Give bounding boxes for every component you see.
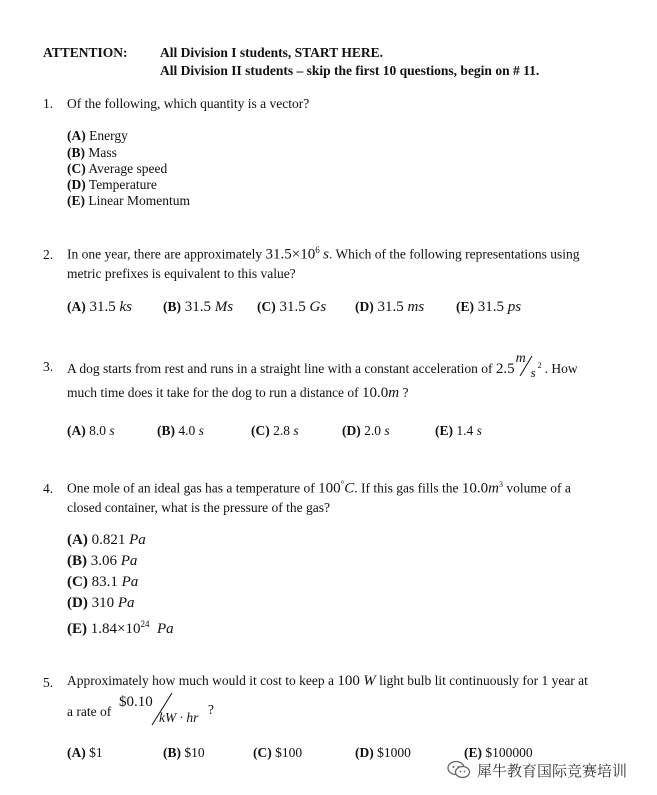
option-e[interactable]: (E) $100000	[464, 745, 533, 760]
option-c[interactable]: (C) $100	[253, 745, 303, 760]
option-e[interactable]: (E) 1.4 s	[435, 423, 482, 438]
question-text: Of the following, which quantity is a vector?	[67, 96, 310, 111]
option-a[interactable]: (A) 0.821 Pa	[67, 532, 146, 548]
option-d[interactable]: (D) $1000	[355, 745, 411, 760]
acceleration-fraction: m s 2	[515, 351, 542, 380]
option-b[interactable]: (B) 4.0 s	[157, 423, 204, 438]
question-number: 1.	[43, 96, 54, 111]
option-e[interactable]: (E) 31.5 ps	[456, 299, 522, 315]
question-text-cont: closed container, what is the pressure of the gas?	[67, 500, 330, 515]
option-a[interactable]: (A) $1	[67, 745, 103, 760]
question-number: 4.	[43, 481, 54, 496]
option-d[interactable]: (D) 31.5 ms	[355, 299, 425, 315]
option-e[interactable]: (E) $1.84\times 10^{24}$ Pa	[67, 619, 174, 637]
option-e[interactable]: (E) Linear Momentum	[67, 193, 190, 208]
wechat-icon	[447, 760, 471, 780]
attention-label: ATTENTION:	[43, 45, 128, 60]
question-text: In one year, there are approximately $31.5\times 10^6$ s. Which of the following representations using	[67, 245, 580, 263]
option-c[interactable]: (C) 2.8 s	[251, 423, 299, 438]
question-text: Approximately how much would it cost to keep a 100 W light bulb lit continuously for 1 year at	[67, 673, 588, 689]
option-c[interactable]: (C) 31.5 Gs	[257, 299, 327, 315]
option-d[interactable]: (D) Temperature	[67, 177, 157, 192]
option-c[interactable]: (C) 83.1 Pa	[67, 574, 139, 590]
question-text-cont: much time does it take for the dog to run a distance of 10.0m ?	[67, 385, 409, 401]
watermark	[447, 757, 647, 783]
question-text-cont: metric prefixes is equivalent to this value?	[67, 266, 296, 281]
question-number: 2.	[43, 247, 54, 262]
header-line-2: All Division II students – skip the first 10 questions, begin on # 11.	[160, 63, 540, 78]
option-c[interactable]: (C) Average speed	[67, 161, 168, 176]
option-b[interactable]: (B) 3.06 Pa	[67, 553, 138, 569]
question-number: 3.	[43, 359, 54, 374]
option-b[interactable]: (B) 31.5 Ms	[163, 299, 234, 315]
question-number: 5.	[43, 675, 54, 690]
question-text: A dog starts from rest and runs in a straight line with a constant acceleration of 2.5 m s 2 . How	[67, 351, 578, 380]
option-b[interactable]: (B) Mass	[67, 145, 117, 160]
option-d[interactable]: (D) 310 Pa	[67, 595, 135, 611]
watermark-text: 犀牛教育国际竞赛培训	[477, 761, 628, 780]
header-line-1: All Division I students, START HERE.	[160, 45, 383, 60]
question-text-cont: a rate of $0.10 kW · hr ?	[67, 694, 214, 725]
option-a[interactable]: (A) 31.5 ks	[67, 299, 132, 315]
option-a[interactable]: (A) Energy	[67, 128, 128, 143]
option-b[interactable]: (B) $10	[163, 745, 205, 760]
option-a[interactable]: (A) 8.0 s	[67, 423, 115, 438]
question-text: One mole of an ideal gas has a temperature of 100°C. If this gas fills the $10.0m^3$ volume of a	[67, 479, 571, 497]
option-d[interactable]: (D) 2.0 s	[342, 423, 390, 438]
